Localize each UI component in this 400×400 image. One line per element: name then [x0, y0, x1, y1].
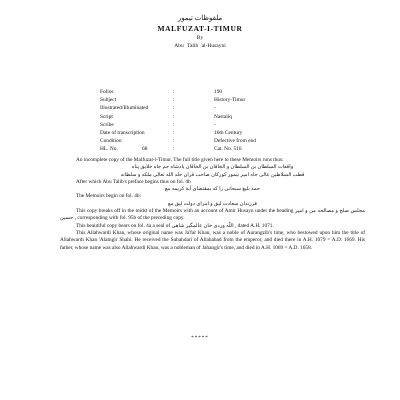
catalog-value: Defective from end	[214, 138, 256, 145]
seal-date: , dated A.H. 1071.	[235, 222, 274, 229]
catalog-key: Illustrated/Illuminated	[100, 105, 149, 112]
catalog-details	[100, 88, 360, 154]
seal-paragraph	[60, 223, 365, 230]
description-body	[60, 157, 365, 252]
catalog-key: Date of transcription	[100, 129, 145, 136]
catalog-key: Scribe	[100, 121, 114, 128]
colon: :	[173, 89, 175, 95]
end-separator: *****	[191, 336, 209, 341]
colon: :	[173, 146, 175, 153]
catalog-value: 16th Century	[214, 129, 243, 136]
arabic-title-line-2: قطب السلاطین عالی جاه امیر تیمور کورکان صاحب قران خلد الله تعالی ملکه و سلطانه	[120, 171, 305, 178]
catalog-row-folios	[100, 88, 360, 96]
hl-no-label: HL. No.	[100, 146, 118, 153]
colon: :	[173, 113, 175, 120]
intro-paragraph: An incomplete copy of the Malfuzat-i-Timur. The full title given here to these Memoirs runs thus:	[76, 157, 284, 163]
breaks-off-paragraph	[60, 208, 365, 223]
catalog-key: Script	[100, 113, 113, 120]
catalog-value: -	[214, 121, 216, 128]
arabic-title-line-1: واقعات السلطان بن السلطان و الخاقان بن الخاقان پادشاه جم جاه خلایق پناه	[131, 164, 294, 171]
catalog-row-script	[100, 113, 360, 121]
preface-line: After which Abu Talib's preface begins thus on fol. 4b	[76, 178, 191, 185]
catalog-row-condition	[100, 137, 360, 145]
catalog-row-hl-no	[100, 145, 360, 153]
catalog-value: 190	[214, 89, 223, 95]
catalog-row-illustrated	[100, 104, 360, 112]
colon: :	[173, 129, 175, 136]
arabic-heading: مجلس صلح و مصالحه من و امیر حسین	[60, 208, 365, 222]
catalog-value: History-Timur	[214, 97, 246, 104]
author-name: Abu Talib al-Husayni	[174, 43, 226, 49]
catalog-value: -	[214, 105, 216, 112]
catalog-row-subject	[100, 96, 360, 104]
manuscript-title: MALFUZAT-I-TIMUR	[157, 24, 243, 33]
catalog-value: Nastaliq	[214, 113, 232, 120]
catalog-key: Subject	[100, 97, 117, 104]
catalog-row-date	[100, 129, 360, 137]
breaks-off-text-end: , corresponding with fol. 95b of the preceding copy.	[74, 215, 185, 222]
arabic-seal: اللّه وردی خان عالمگیر شاهی	[171, 222, 234, 229]
colon: :	[173, 97, 175, 104]
catalog-number: Cat. No. 516	[214, 146, 242, 153]
catalog-key: Condition	[100, 138, 122, 145]
hl-no-value: 68	[142, 146, 148, 153]
breaks-off-text: This copy breaks off in the midst of the Memoirs with an account of Amir Husayn under the heading	[76, 208, 294, 215]
catalog-key: Folios	[100, 89, 114, 95]
seal-text: This beautiful copy bears on fol. 4a a seal of	[76, 222, 171, 229]
memoirs-line: The Memoirs begin on fol. 4b:	[76, 193, 142, 200]
colon: :	[173, 138, 175, 145]
by-label: By	[196, 35, 204, 41]
arabic-memoirs-line: فرزندان سعادت لیق و امرای دولت لیق مع	[167, 200, 258, 207]
arabic-title: ملفوظات تیمور	[177, 14, 223, 22]
allahwardi-paragraph: This Allahwardi Khan, whose original name was Ja'far Khan, was a noble of Aurangzib's time, who bestowed upon him the title of Allahwardi Khan 'Alamgir Shahi. He received the Subahdari of Allahabad from the emperor, and died there in A.H. 1079 = A.D. 1669. His father, whose name was also Allahwardi Khan, was a nobleman of Jahangir's time, and died in A.H. 1069 = A.D. 1658.	[60, 229, 365, 251]
catalog-row-scribe	[100, 121, 360, 129]
arabic-preface-line: حمد بلیغ سبحانی را که بمقتضای آیهٔ کریمه مع	[164, 186, 261, 193]
colon: :	[173, 105, 175, 112]
colon: :	[173, 121, 175, 128]
